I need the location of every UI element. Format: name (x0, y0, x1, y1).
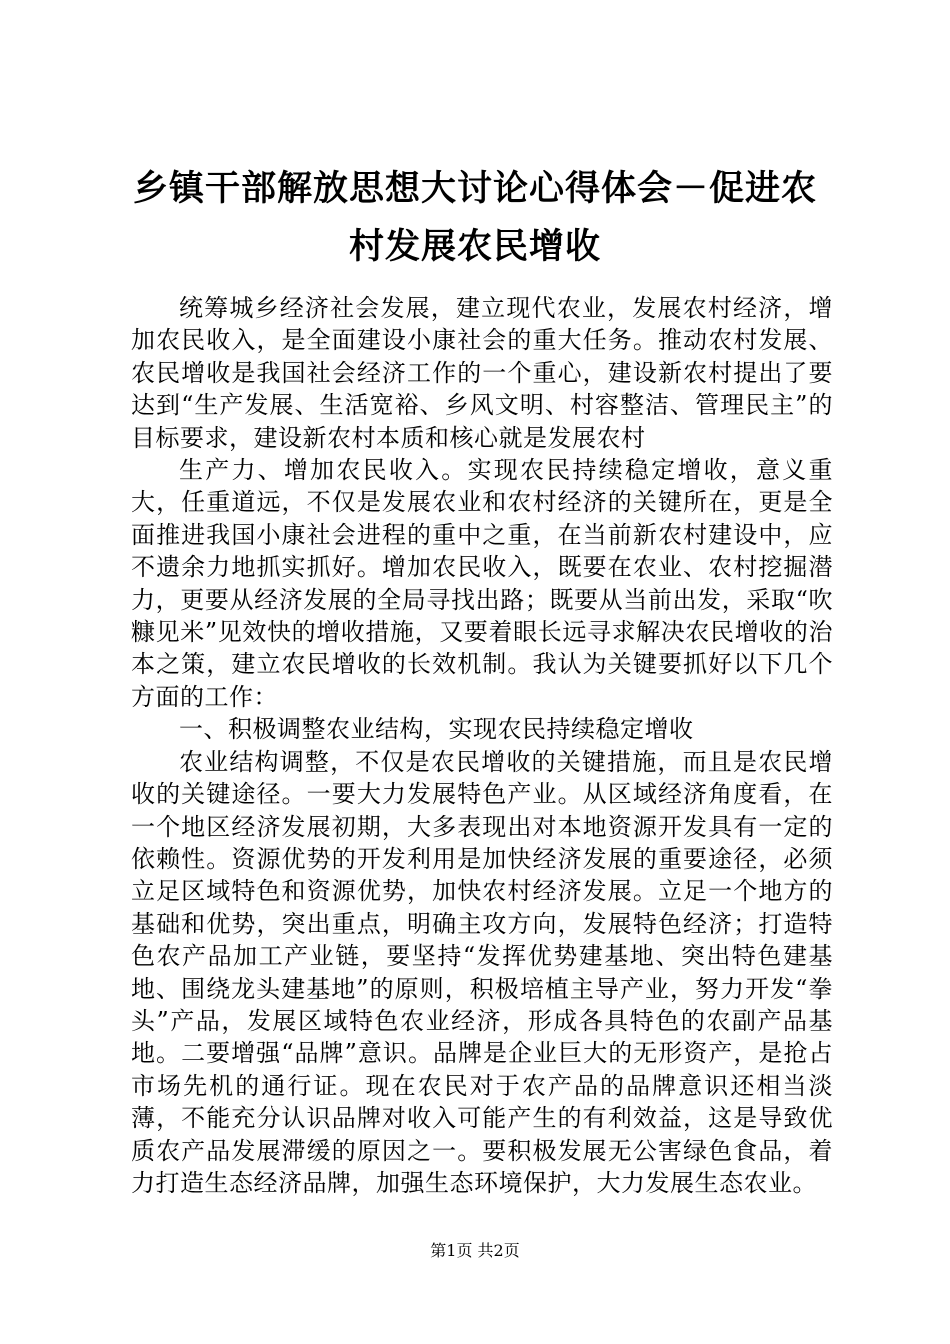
page-number-footer: 第1页 共2页 (430, 1241, 520, 1260)
document-body (131, 292, 833, 1199)
section-heading-1: 一、积极调整农业结构，实现农民持续稳定增收 (179, 715, 694, 744)
paragraph-structure-adjustment: 农业结构调整，不仅是农民增收的关键措施，而且是农民增收的关键途径。一要大力发展特色产业。从区域经济角度看，在一个地区经济发展初期，大多表现出对本地资源开发具有一定的依赖性。资源优势的开发利用是加快经济发展的重要途径，必须立足区域特色和资源优势，加快农村经济发展。立足一个地方的基础和优势，突出重点，明确主攻方向，发展特色经济；打造特色农产品加工产业链，要坚持“发挥优势建基地、突出特色建基地、围绕龙头建基地”的原则，积极培植主导产业，努力开发“拳头”产品，发展区域特色农业经济，形成各具特色的农副产品基地。二要增强“品牌”意识。品牌是企业巨大的无形资产，是抢占市场先机的通行证。现在农民对于农产品的品牌意识还相当淡薄，不能充分认识品牌对收入可能产生的有利效益，这是导致优质农产品发展滞缓的原因之一。要积极发展无公害绿色食品，着力打造生态经济品牌，加强生态环境保护，大力发展生态农业。 (131, 747, 833, 1197)
document-title: 乡镇干部解放思想大讨论心得体会－促进农村发展农民增收 (132, 169, 817, 267)
paragraph-significance: 生产力、增加农民收入。实现农民持续稳定增收，意义重大，任重道远，不仅是发展农业和农村经济的关键所在，更是全面推进我国小康社会进程的重中之重，在当前新农村建设中，应不遗余力地抓实抓好。增加农民收入，既要在农业、农村挖掘潜力，更要从经济发展的全局寻找出路；既要从当前出发，采取“吹糠见米”见效快的增收措施，又要着眼长远寻求解决农民增收的治本之策，建立农民增收的长效机制。我认为关键要抓好以下几个方面的工作： (131, 456, 833, 711)
paragraph-intro: 统筹城乡经济社会发展，建立现代农业，发展农村经济，增加农民收入，是全面建设小康社会的重大任务。推动农村发展、农民增收是我国社会经济工作的一个重心，建设新农村提出了要达到“生产发展、生活宽裕、乡风文明、村容整洁、管理民主”的目标要求，建设新农村本质和核心就是发展农村 (131, 294, 833, 452)
